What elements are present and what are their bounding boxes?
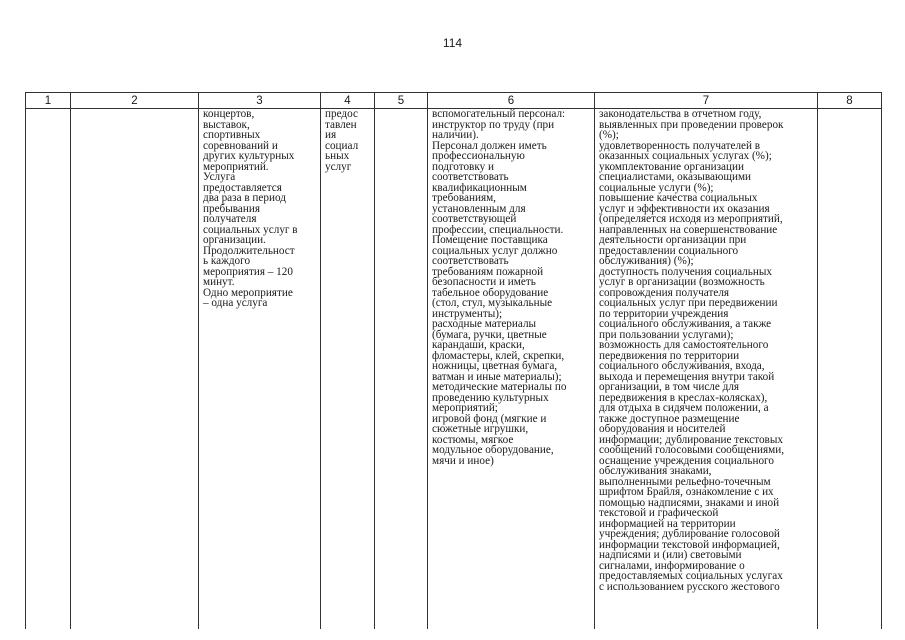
cell-service-description: концертов, выставок, спортивных соревнований и других культурных мероприятий. Услуга предоставляется два раза в период пребывания получателя социальных услуг в организации. Продолжительност ь каждого мероприятия – 120 минут. Одно мероприятие – одна услуга [199,109,321,630]
cell-quality-indicators: законодательства в отчетном году, выявленных при проведении проверок (%); удовлетворенность получателей в оказанных социальных услугах (%); укомплектование организации специалистами, оказывающими социальные услуги (%); повышение качества социальных услуг и эффективности их оказания (определяется исходя из мероприятий, направленных на совершенствование деятельности организации при предоставлении социального обслуживания) (%); доступность получения социальных услуг в организации (возможность сопровождения получателя социальных услуг при передвижении по территории учреждения социального обслуживания, а также при пользовании услугами); возможность для самостоятельного передвижения по территории социального обслуживания, входа, выхода и перемещения внутри такой организации, в том числе для передвижения в креслах-колясках), для отдыха в сидячем положении, а также доступное размещение оборудования и носителей информации; дублирование текстовых сообщений голосовыми сообщениями, оснащение учреждения социального обслуживания знаками, выполненными рельефно-точечным шрифтом Брайля, ознакомление с их помощью надписями, знаками и иной текстовой и графической информацией на территории учреждения; дублирование голосовой информации текстовой информацией, надписями и (или) световыми сигналами, информирование о предоставляемых социальных услугах с использованием русского жестового [595,109,818,630]
column-header: 2 [71,93,199,109]
cell-col-4: предос тавлен ия социал ьных услуг [321,109,375,630]
cell-col-2 [71,109,199,630]
cell-col-5 [375,109,428,630]
column-header: 8 [818,93,882,109]
column-header: 3 [199,93,321,109]
table-row [26,109,882,630]
cell-col-1 [26,109,71,630]
cell-col-8 [818,109,882,630]
cell-conditions: вспомогательный персонал: инструктор по труду (при наличии). Персонал должен иметь профессиональную подготовку и соответствовать квалификационным требованиям, установленным для соответствующей профессии, специальности. Помещение поставщика социальных услуг должно соответствовать требованиям пожарной безопасности и иметь табельное оборудование (стол, стул, музыкальные инструменты); расходные материалы (бумага, ручки, цветные карандаши, краски, фломастеры, клей, скрепки, ножницы, цветная бумага, ватман и иные материалы); методические материалы по проведению культурных мероприятий; игровой фонд (мягкие и сюжетные игрушки, костюмы, мягкое модульное оборудование, мячи и иное) [428,109,595,630]
services-table [25,92,882,629]
page-number: 114 [442,36,463,50]
table-header-row [26,93,882,109]
column-header: 6 [428,93,595,109]
column-header: 1 [26,93,71,109]
column-header: 5 [375,93,428,109]
column-header: 4 [321,93,375,109]
column-header: 7 [595,93,818,109]
